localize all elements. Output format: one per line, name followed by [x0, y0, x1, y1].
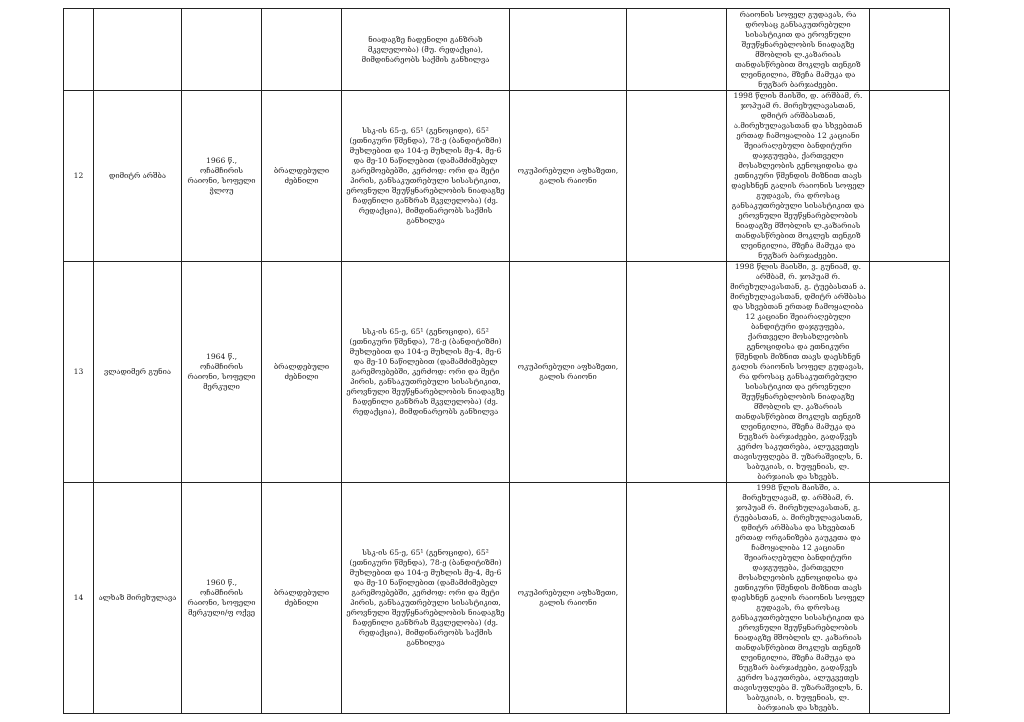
table-row: [64, 483, 950, 714]
cell-number: 12: [64, 91, 94, 262]
cell-birth: [182, 9, 262, 91]
cell-offense: სსკ-ის 65-ე, 65¹ (გენოციდი), 65² (ეთნიკური წმენდა), 78-ე (ბანდიტიზმი) მუხლებით და 104-ე მუხლის მე-4, მე-6 და მე-10 ნაწილებით (დამამძიმებელ გარემოებებში, კერძოდ: ორი და მეტი პირის, განსაკუთრებული სისასტიკით, ეროვნული შეუწყნარებლობის ნიადაგზე ჩადენილი განზრახ მკვლელობა) (ძვ. რედაქცია), მიმდინარეობს განხილვა: [342, 262, 510, 483]
cell-details: რაიონის სოფელ გუდავას, რა დროსაც განსაკუთრებული სისასტიკით და ეროვნული შეუწყნარებლობის ნიადაგზე მშობლის ლ.კაზარიას თანდასწრებით მოკლეს თენგიზ ლეინგილია, მზეჩა მამუკა და ნუგზარ ბარჯაძეები.: [727, 9, 870, 91]
cell-details: 1998 წლის მაისში, დ. არშბამ, რ. ჯოპუამ რ. მირეხულავასთან, დმიტრ არშბასთან, ა.მირეხულავასთან და სხვებთან ერთად ჩამოყალიბა 12 კაციანი შეიარაღებული ბანდიტური დაჯგუფება, ქართველი მოსახლეობის გენოციდისა და ეთნიკური წმენდის მიზნით თავს დაესხნენ გალის რაიონის სოფელ გუდავას, რა დროსაც განსაკუთრებული სისასტიკით და ეროვნული შეუწყნარებლობის ნიადაგზე მშობლის ლ.კაზარიას თანდასწრებით მოკლეს თენგიზ ლეინგილია, მზეჩა მამუკა და ნუგზარ ბარჯაძეები.: [727, 91, 870, 262]
cell-empty: [870, 9, 950, 91]
cell-place: [510, 9, 627, 91]
cell-status: [262, 9, 342, 91]
cell-place: ოკუპირებული აფხაზეთი, გალის რაიონი: [510, 91, 627, 262]
cell-empty: [627, 91, 727, 262]
cell-number: [64, 9, 94, 91]
cell-birth: 1966 წ., ოჩამჩირის რაიონი, სოფელი ჭლოუ: [182, 91, 262, 262]
cell-empty: [870, 91, 950, 262]
cell-birth: 1964 წ., ოჩამჩირის რაიონი, სოფელი მერკული: [182, 262, 262, 483]
cell-name: ვლადიმერ გუნია: [94, 262, 182, 483]
records-table: [63, 8, 950, 714]
cell-offense: სსკ-ის 65-ე, 65¹ (გენოციდი), 65² (ეთნიკური წმენდა), 78-ე (ბანდიტიზმი) მუხლებით და 104-ე მუხლის მე-4, მე-6 და მე-10 ნაწილებით (დამამძიმებელ გარემოებებში, კერძოდ: ორი და მეტი პირის, განსაკუთრებული სისასტიკით, ეროვნული შეუწყნარებლობის ნიადაგზე ჩადენილი განზრახ მკვლელობა) (ძვ. რედაქცია), მიმდინარეობს საქმის განხილვა: [342, 91, 510, 262]
table-row: [64, 262, 950, 483]
cell-empty: [627, 262, 727, 483]
table-row-continued: [64, 9, 950, 91]
cell-birth: 1960 წ., ოჩამჩირის რაიონი, სოფელი მერკული/ფ ოქვე: [182, 483, 262, 714]
cell-place: ოკუპირებული აფხაზეთი, გალის რაიონი: [510, 483, 627, 714]
cell-name: ალხაზ მირეხულავა: [94, 483, 182, 714]
cell-empty: [627, 9, 727, 91]
cell-empty: [870, 262, 950, 483]
cell-status: ბრალდებული ძებნილი: [262, 262, 342, 483]
cell-number: 14: [64, 483, 94, 714]
cell-status: ბრალდებული ძებნილი: [262, 483, 342, 714]
cell-name: [94, 9, 182, 91]
cell-details: 1998 წლის მაისში, ვ. გუნიამ, დ. არშბამ, რ. ჯოპუამ რ. მირეხულავასთან, გ. ტუებასთან ა. მირეხულავასთან, დმიტრ არშბასა და სხვებთან ერთად ჩამოყალიბა 12 კაციანი შეიარაღებული ბანდიტური დაჯგუფება, ქართველი მოსახლეობის გენოციდისა და ეთნიკური წმენდის მიზნით თავს დაესხნენ გალის რაიონის სოფელ გუდავას, რა დროსაც განსაკუთრებული სისასტიკით და ეროვნული შეუწყნარებლობის ნიადაგზე მშობლის ლ. კაზარიას თანდასწრებით მოკლეს თენგიზ ლეინგილია, მზეჩა მამუკა და ნუგზარ ბარჯაძეები, გადაწვეს კერძო საკუთრება, ალუკვეთეს თავისუფლება მ. უზარაშვილს, ნ. საბუკიას, ი. ხუფენიას, ლ. ბარჯაიას და სხვებს.: [727, 262, 870, 483]
cell-offense: ნიადაგზე ჩადენილი განზრახ მკვლელობა) (მუ. რედაქცია), მიმდინარეობს საქმის განხილვა: [342, 9, 510, 91]
cell-place: ოკუპირებული აფხაზეთი, გალის რაიონი: [510, 262, 627, 483]
cell-status: ბრალდებული ძებნილი: [262, 91, 342, 262]
cell-name: დიმიტრ არშბა: [94, 91, 182, 262]
cell-details: 1998 წლის მაისში, ა. მირეხულავამ, დ. არშბამ, რ. ჯოპუამ რ. მირეხულავასთან, გ. ტუებასთან, ა. მირეხულავასთან, დმიტრ არშბასა და სხვებთან ერთად ორგანიზება გაუკეთა და ჩამოყალიბა 12 კაციანი შეიარაღებული ბანდიტური დაჯგუფება, ქართველი მოსახლეობის გენოციდისა და ეთნიკური წმენდის მიზნით თავს დაესხნენ გალის რაიონის სოფელ გუდავას, რა დროსაც განსაკუთრებული სისასტიკით და ეროვნული შეუწყნარებლობის ნიადაგზე მშობლის ლ. კაზარიას თანდასწრებით მოკლეს თენგიზ ლეინგილია, მზეჩა მამუკა და ნუგზარ ბარჯაძეები, გადაწვეს კერძო საკუთრება, ალუკვეთეს თავისუფლება მ. უზარაშვილს, ნ. საბუკიას, ი. ხუფენიას, ლ. ბარჯაიას და სხვებს.: [727, 483, 870, 714]
cell-empty: [627, 483, 727, 714]
cell-number: 13: [64, 262, 94, 483]
cell-offense: სსკ-ის 65-ე, 65¹ (გენოციდი), 65² (ეთნიკური წმენდა), 78-ე (ბანდიტიზმი) მუხლებით და 104-ე მუხლის მე-4, მე-6 და მე-10 ნაწილებით (დამამძიმებელ გარემოებებში, კერძოდ: ორი და მეტი პირის, განსაკუთრებული სისასტიკით, ეროვნული შეუწყნარებლობის ნიადაგზე ჩადენილი განზრახ მკვლელობა) (ძვ. რედაქცია), მიმდინარეობს საქმის განხილვა: [342, 483, 510, 714]
table-row: [64, 91, 950, 262]
cell-empty: [870, 483, 950, 714]
